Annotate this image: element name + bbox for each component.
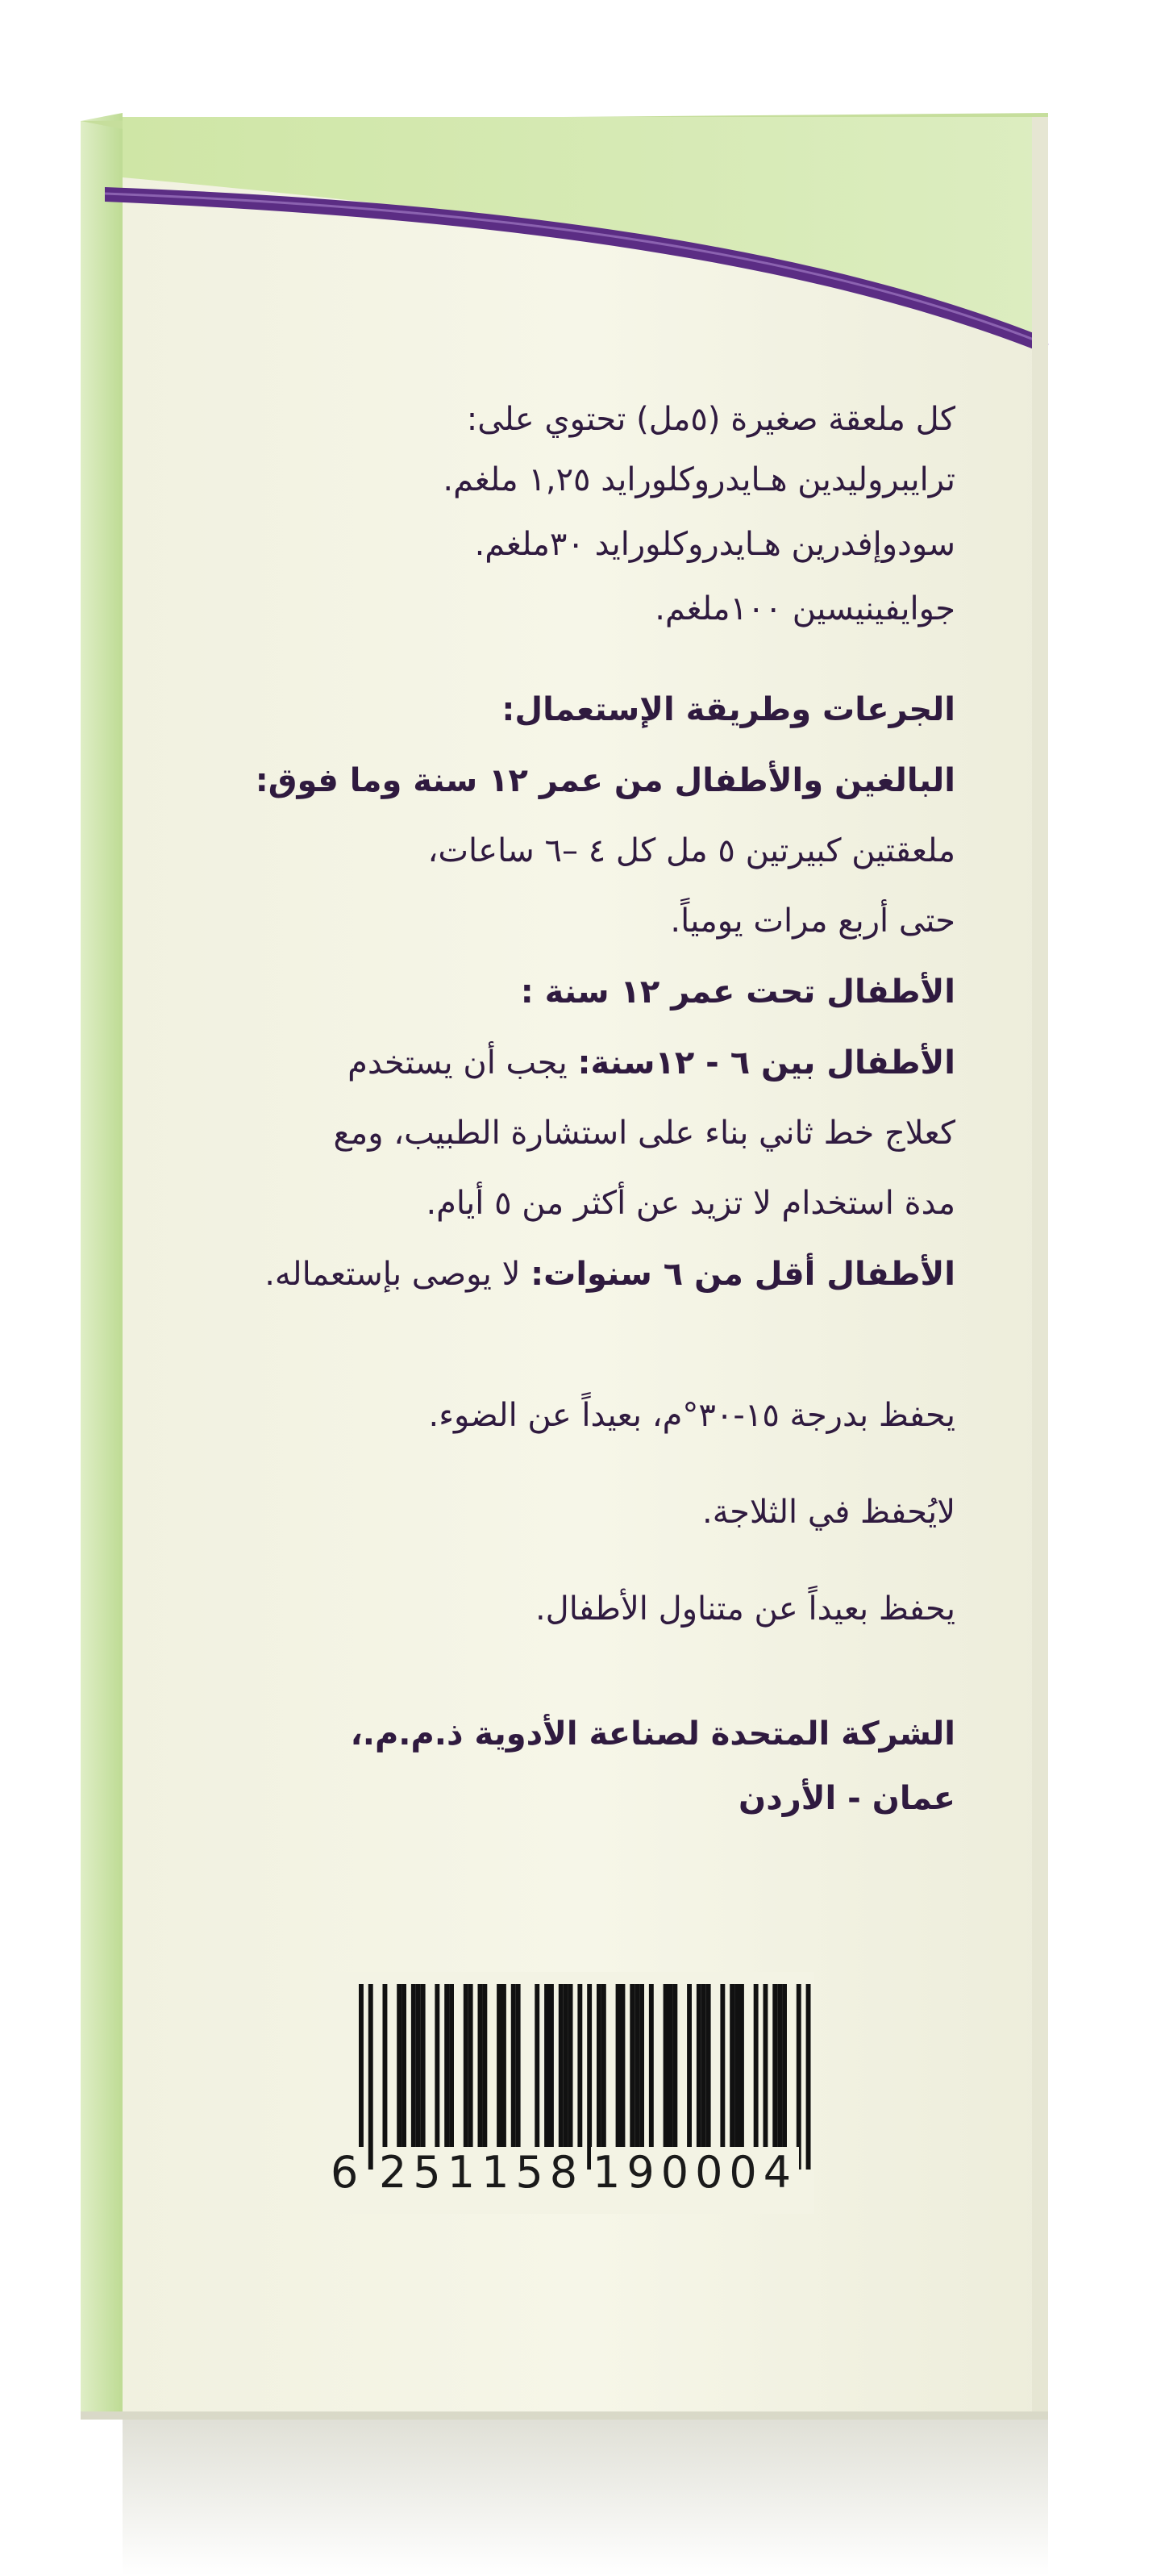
barcode-right-group: 190004 <box>593 2147 798 2198</box>
barcode-bar <box>383 1984 388 2149</box>
children-heading: الأطفال تحت عمر ١٢ سنة : <box>520 973 955 1011</box>
barcode-bar <box>763 1984 768 2149</box>
barcode-bar <box>701 1984 706 2149</box>
children-6-12-line: مدة استخدام لا تزيد عن أكثر من ٥ أيام. <box>426 1185 955 1222</box>
adults-heading: البالغين والأطفال من عمر ١٢ سنة وما فوق: <box>255 762 955 799</box>
barcode-bar <box>806 1984 811 2170</box>
barcode-bar <box>668 1984 673 2149</box>
barcode-bar <box>601 1984 606 2149</box>
storage-line: يحفظ بعيداً عن متناول الأطفال. <box>535 1590 955 1628</box>
barcode-bar <box>535 1984 539 2149</box>
manufacturer-location: عمان - الأردن <box>739 1780 955 1817</box>
barcode-bar <box>630 1984 635 2149</box>
ingredients-heading: كل ملعقة صغيرة (٥مل) تحتوي على: <box>466 401 955 438</box>
barcode-bar <box>402 1984 406 2149</box>
barcode-bar <box>782 1984 787 2149</box>
barcode-bar <box>549 1984 554 2149</box>
barcode-bar <box>587 1984 592 2170</box>
barcode-bar <box>359 1984 364 2170</box>
barcode-bar <box>568 1984 573 2149</box>
barcode-bar <box>368 1984 373 2170</box>
barcode-bar <box>597 1984 601 2149</box>
barcode-left-group: 251158 <box>379 2147 585 2198</box>
barcode-bar <box>497 1984 501 2149</box>
box-bottom-edge <box>81 2411 1048 2420</box>
barcode-bar <box>468 1984 473 2149</box>
barcode-number <box>329 2147 805 2203</box>
children-6-12-label: الأطفال بين ٦ - ١٢سنة: <box>577 1044 955 1082</box>
box-left-side <box>81 113 123 2420</box>
barcode-bar <box>720 1984 725 2149</box>
barcode-bar <box>482 1984 487 2149</box>
barcode-bar <box>421 1984 426 2149</box>
barcode-bar <box>559 1984 564 2149</box>
children-6-12-line <box>347 1044 955 1082</box>
barcode-bar <box>616 1984 621 2149</box>
children-under6-line <box>264 1256 955 1293</box>
children-6-12-text: يجب أن يستخدم <box>347 1044 568 1082</box>
barcode-bar <box>706 1984 711 2149</box>
barcode-bar <box>739 1984 744 2149</box>
barcode-bar <box>621 1984 626 2149</box>
children-under6-text: لا يوصى بإستعماله. <box>264 1256 521 1293</box>
barcode-bar <box>501 1984 506 2149</box>
children-under6-label: الأطفال أقل من ٦ سنوات: <box>530 1256 955 1293</box>
barcode-bar <box>416 1984 421 2149</box>
barcode-lead-digit: 6 <box>331 2147 365 2198</box>
barcode-bar <box>649 1984 654 2149</box>
storage-line: لايُحفظ في الثلاجة. <box>702 1494 955 1531</box>
storage-line: يحفظ بدرجة ١٥-٣٠°م، بعيداً عن الضوء. <box>428 1397 955 1434</box>
barcode-bar <box>730 1984 734 2149</box>
barcode-bar <box>397 1984 402 2149</box>
ingredient-line: ترايبروليدين هـايدروكلورايد ١,٢٥ ملغم. <box>443 461 955 498</box>
barcode-bar <box>411 1984 416 2149</box>
barcode-bar <box>449 1984 454 2149</box>
adults-line: ملعقتين كبيرتين ٥ مل كل ٤ –٦ ساعات، <box>427 832 955 869</box>
barcode-bar <box>672 1984 677 2149</box>
barcode-bar <box>797 1984 801 2170</box>
children-6-12-line: كعلاج خط ثاني بناء على استشارة الطبيب، ومع <box>333 1115 955 1152</box>
barcode-bar <box>435 1984 439 2149</box>
barcode-bar <box>577 1984 582 2170</box>
barcode-bar <box>664 1984 668 2149</box>
box-right-edge <box>1032 117 1048 2416</box>
barcode-bar <box>777 1984 782 2149</box>
barcode-bar <box>697 1984 701 2149</box>
ingredient-line: سودوإفدرين هـايدروكلورايد ٣٠ملغم. <box>474 526 955 563</box>
barcode-bar <box>444 1984 449 2149</box>
barcode-bar <box>734 1984 739 2149</box>
manufacturer-name: الشركة المتحدة لصناعة الأدوية ذ.م.م.، <box>350 1715 955 1753</box>
adults-line: حتى أربع مرات يومياً. <box>670 902 955 940</box>
barcode-bar <box>687 1984 692 2149</box>
barcode-bar <box>772 1984 777 2149</box>
barcode-bar <box>511 1984 516 2149</box>
barcode-bar <box>544 1984 549 2149</box>
barcode-bar <box>754 1984 759 2149</box>
barcode-bar <box>635 1984 639 2149</box>
barcode-bar <box>639 1984 644 2149</box>
ingredient-line: جوايفينيسين ١٠٠ملغم. <box>655 590 955 627</box>
barcode-bar <box>478 1984 483 2149</box>
barcode-bar <box>564 1984 568 2149</box>
reflection <box>123 2420 1048 2576</box>
barcode-bar <box>516 1984 521 2149</box>
barcode-bar <box>464 1984 468 2149</box>
dosage-heading: الجرعات وطريقة الإستعمال: <box>501 691 955 728</box>
